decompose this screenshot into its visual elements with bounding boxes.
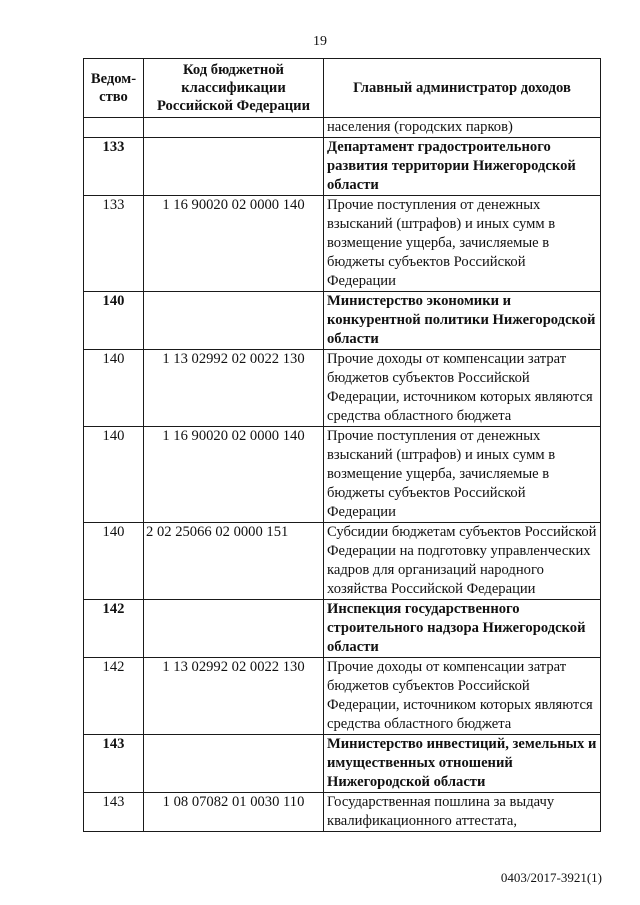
header-dept: Ведом-ство	[84, 59, 144, 118]
budget-table	[83, 58, 601, 832]
table-row	[84, 118, 601, 138]
document-registration-code: 0403/2017-3921(1)	[500, 870, 602, 885]
code-cell	[144, 600, 324, 658]
code-cell: 1 13 02992 02 0022 130	[144, 658, 324, 735]
code-cell: 1 08 07082 01 0030 110	[144, 793, 324, 832]
header-code: Код бюджетной классификации Российской Федерации	[144, 59, 324, 118]
code-cell: 1 16 90020 02 0000 140	[144, 196, 324, 292]
table-body	[84, 118, 601, 832]
admin-cell: Субсидии бюджетам субъектов Российской Федерации на подготовку управленческих кадров для организаций народного хозяйства Российской Федерации	[324, 523, 601, 600]
dept-cell: 143	[84, 735, 144, 793]
admin-cell: Прочие поступления от денежных взысканий (штрафов) и иных сумм в возмещение ущерба, зачисляемые в бюджеты субъектов Российской Федерации	[324, 427, 601, 523]
admin-cell: Государственная пошлина за выдачу квалификационного аттестата,	[324, 793, 601, 832]
table-row	[84, 523, 601, 600]
table-row	[84, 735, 601, 793]
table-row	[84, 427, 601, 523]
dept-cell	[84, 118, 144, 138]
admin-cell: Инспекция государственного строительного надзора Нижегородской области	[324, 600, 601, 658]
admin-cell: Министерство инвестиций, земельных и имущественных отношений Нижегородской области	[324, 735, 601, 793]
admin-cell: Прочие поступления от денежных взысканий (штрафов) и иных сумм в возмещение ущерба, зачисляемые в бюджеты субъектов Российской Федерации	[324, 196, 601, 292]
admin-cell: Департамент градостроительного развития территории Нижегородской области	[324, 138, 601, 196]
header-admin: Главный администратор доходов	[324, 59, 601, 118]
dept-cell: 142	[84, 658, 144, 735]
code-cell	[144, 292, 324, 350]
admin-cell: Министерство экономики и конкурентной политики Нижегородской области	[324, 292, 601, 350]
dept-cell: 140	[84, 523, 144, 600]
code-cell	[144, 138, 324, 196]
table-row	[84, 196, 601, 292]
table-row	[84, 793, 601, 832]
code-cell: 1 13 02992 02 0022 130	[144, 350, 324, 427]
dept-cell: 140	[84, 292, 144, 350]
table-header	[84, 59, 601, 118]
header-row	[84, 59, 601, 118]
dept-cell: 143	[84, 793, 144, 832]
code-cell: 1 16 90020 02 0000 140	[144, 427, 324, 523]
dept-cell: 133	[84, 138, 144, 196]
code-cell	[144, 735, 324, 793]
page-number: 19	[313, 34, 327, 49]
dept-cell: 140	[84, 427, 144, 523]
admin-cell: Прочие доходы от компенсации затрат бюджетов субъектов Российской Федерации, источником которых являются средства областного бюджета	[324, 658, 601, 735]
code-cell	[144, 118, 324, 138]
dept-cell: 140	[84, 350, 144, 427]
code-cell: 2 02 25066 02 0000 151	[144, 523, 324, 600]
dept-cell: 133	[84, 196, 144, 292]
admin-cell: населения (городских парков)	[324, 118, 601, 138]
table-row	[84, 292, 601, 350]
table-row	[84, 138, 601, 196]
dept-cell: 142	[84, 600, 144, 658]
table-row	[84, 600, 601, 658]
table-row	[84, 350, 601, 427]
table-row	[84, 658, 601, 735]
admin-cell: Прочие доходы от компенсации затрат бюджетов субъектов Российской Федерации, источником которых являются средства областного бюджета	[324, 350, 601, 427]
